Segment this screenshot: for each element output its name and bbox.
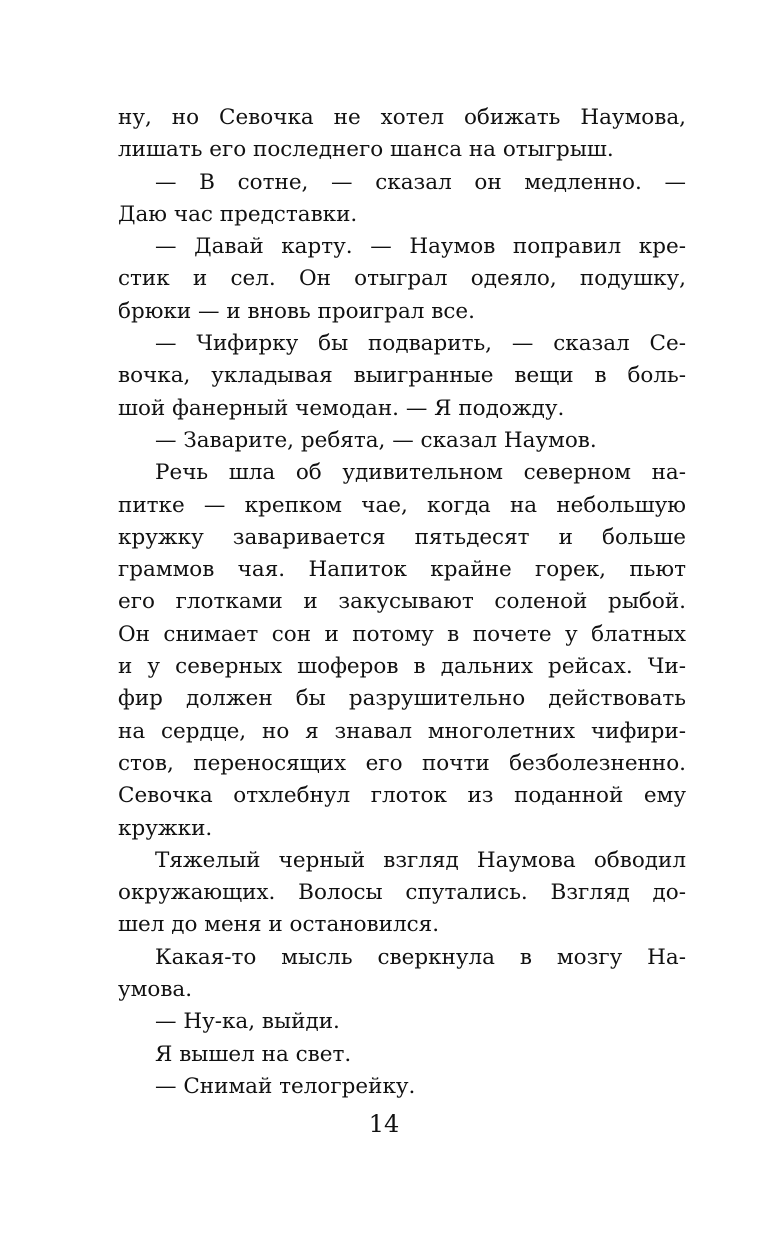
text-line: Тяжелый черный взгляд Наумова обводил — [155, 847, 686, 873]
text-line: Севочка отхлебнул глоток из поданной ему — [118, 783, 686, 809]
text-line: — Давай карту. — Наумов поправил кре- — [155, 234, 686, 260]
text-line: — Ну-ка, выйди. — [155, 1009, 340, 1035]
text-line: кружку заваривается пятьдесят и больше — [118, 524, 686, 550]
text-line: окружающих. Волосы спутались. Взгляд до- — [118, 880, 686, 906]
text-line: Какая-то мысль сверкнула в мозгу На- — [155, 944, 686, 970]
text-line: стов, переносящих его почти безболезненно. — [118, 750, 686, 776]
page-number: 14 — [368, 1110, 400, 1138]
text-line: — Снимай телогрейку. — [155, 1073, 416, 1099]
text-line: брюки — и вновь проиграл все. — [118, 298, 475, 324]
text-line: — Заварите, ребята, — сказал Наумов. — [155, 427, 597, 453]
text-line: вочка, укладывая выигранные вещи в боль- — [118, 363, 686, 389]
text-line: на сердце, но я знавал многолетних чифири- — [118, 718, 686, 744]
text-line: кружки. — [118, 815, 213, 841]
text-line: Он снимает сон и потому в почете у блатных — [118, 621, 686, 647]
text-line: ну, но Севочка не хотел обижать Наумова, — [118, 105, 686, 130]
text-line: шой фанерный чемодан. — Я подожду. — [118, 395, 565, 421]
text-line: Я вышел на свет. — [155, 1041, 352, 1067]
text-line: Речь шла об удивительном северном на- — [155, 460, 686, 486]
text-line: — Чифирку бы подварить, — сказал Се- — [155, 331, 686, 357]
text-line: фир должен бы разрушительно действовать — [118, 686, 686, 712]
text-line: стик и сел. Он отыграл одеяло, подушку, — [118, 266, 686, 292]
text-line: лишать его последнего шанса на отыгрыш. — [118, 137, 614, 163]
body-text — [118, 102, 686, 1103]
text-line: — В сотне, — сказал он медленно. — — [155, 169, 686, 195]
text-line: шел до меня и остановился. — [118, 912, 440, 938]
text-line: умова. — [118, 977, 193, 1003]
text-line: и у северных шоферов в дальних рейсах. Чи- — [118, 654, 686, 680]
text-line: питке — крепком чае, когда на небольшую — [118, 492, 686, 518]
text-line: Даю час представки. — [118, 201, 358, 227]
text-line: граммов чая. Напиток крайне горек, пьют — [118, 557, 686, 583]
text-line: его глотками и закусывают соленой рыбой. — [118, 589, 686, 615]
